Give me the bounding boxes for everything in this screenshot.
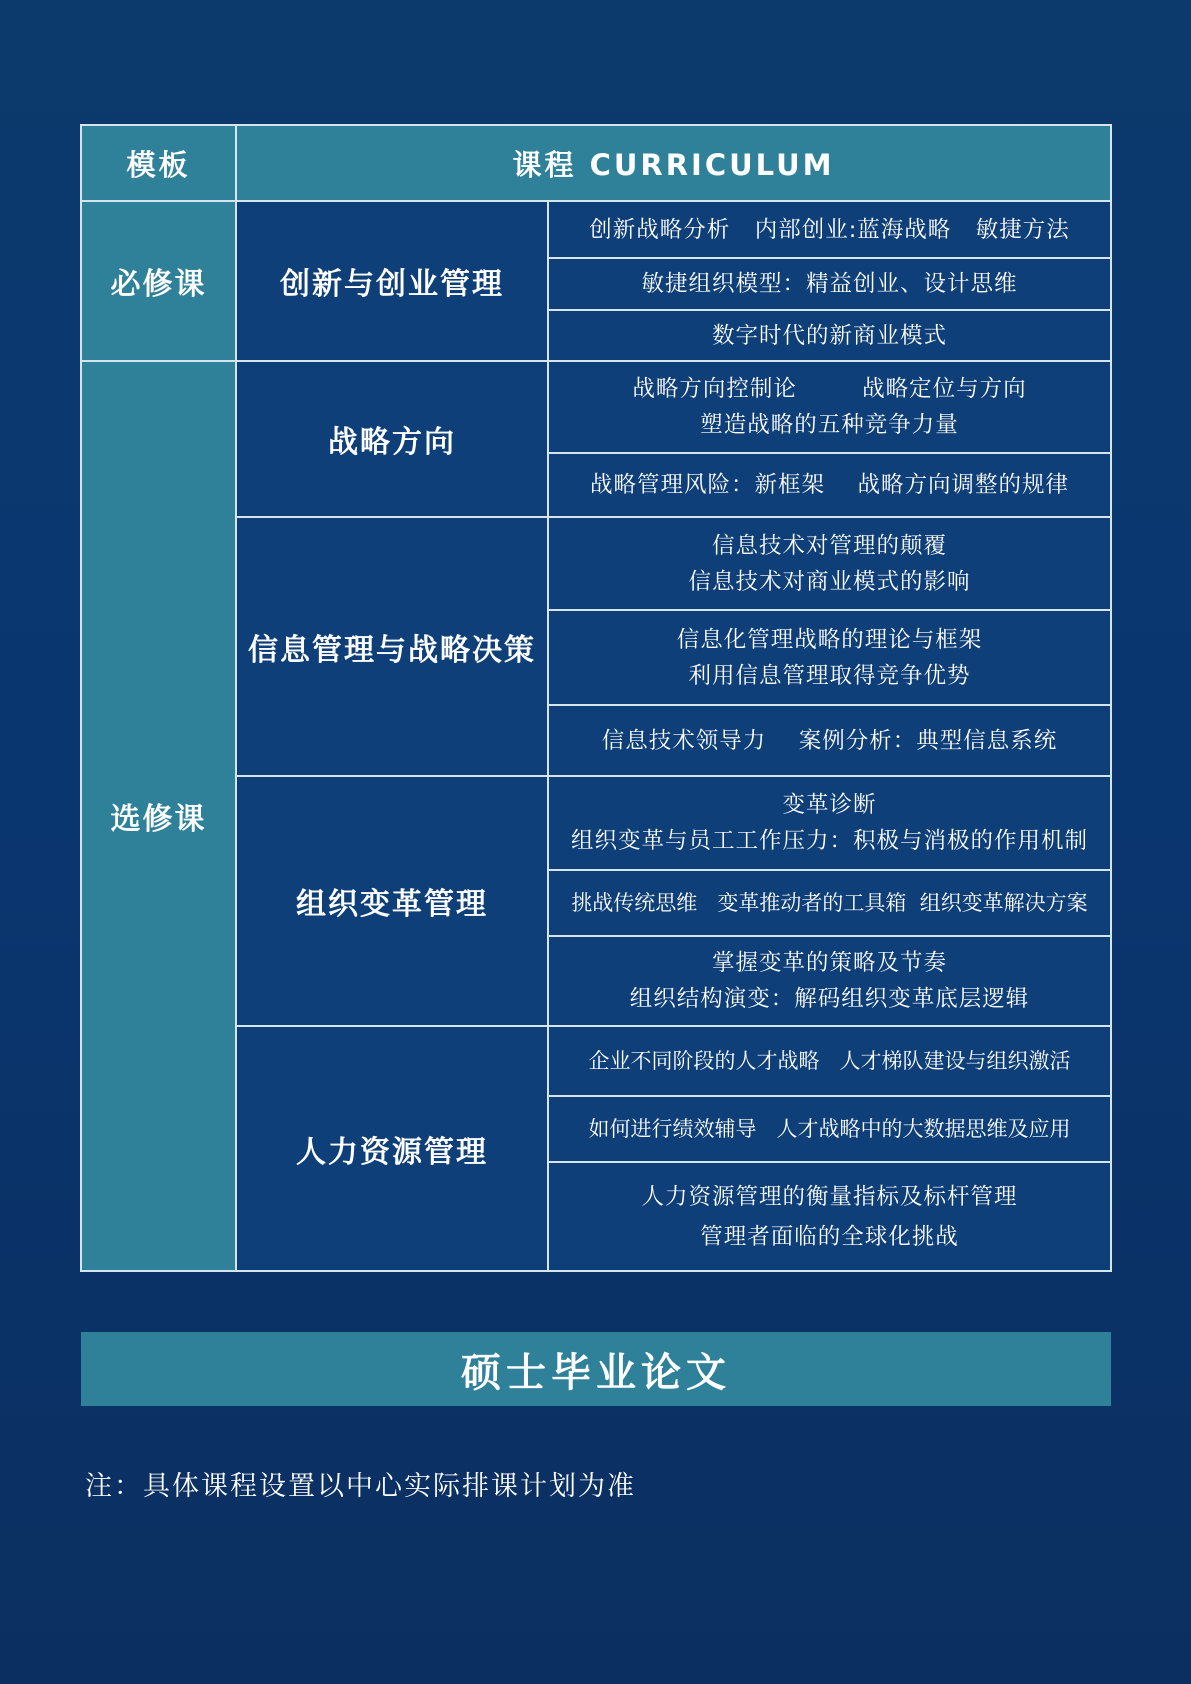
course-line: 敏捷组织模型：精益创业、设计思维 [641,271,1018,297]
course-line: 如何进行绩效辅导 人才战略中的大数据思维及应用 [588,1117,1071,1141]
course-cell [548,361,1111,453]
course-line: 信息技术领导力 案例分析：典型信息系统 [601,727,1058,754]
course-line: 变革诊断 [782,792,877,818]
course-line: 信息技术对管理的颠覆 [711,532,947,559]
footnote: 注：具体课程设置以中心实际排课计划为准 [85,1471,636,1502]
course-cell [548,1162,1111,1271]
course-line: 企业不同阶段的人才战略 人才梯队建设与组织激活 [588,1049,1071,1073]
subject-title: 组织变革管理 [236,776,548,1026]
course-line: 组织结构演变：解码组织变革底层逻辑 [629,986,1030,1012]
course-cell [548,201,1111,258]
module-elective: 选修课 [81,361,236,1271]
course-line: 组织变革与员工工作压力：积极与消极的作用机制 [570,828,1088,854]
course-line: 战略方向控制论 战略定位与方向 [632,376,1027,402]
subject-title: 战略方向 [236,361,548,517]
subject-title: 创新与创业管理 [236,201,548,361]
thesis-banner: 硕士毕业论文 [81,1332,1111,1406]
course-cell [548,776,1111,870]
course-line: 人力资源管理的衡量指标及标杆管理 [641,1183,1018,1210]
course-cell [548,1026,1111,1096]
course-line: 信息化管理战略的理论与框架 [676,626,983,653]
course-line: 塑造战略的五种竞争力量 [700,412,959,438]
course-line: 战略管理风险：新框架 战略方向调整的规律 [589,472,1070,498]
course-line: 信息技术对商业模式的影响 [688,568,971,595]
course-line: 管理者面临的全球化挑战 [700,1223,959,1250]
subject-title: 人力资源管理 [236,1026,548,1271]
course-line: 利用信息管理取得竞争优势 [688,662,971,689]
course-cell [548,1096,1111,1162]
course-header: 课程 CURRICULUM [236,125,1111,201]
course-line: 掌握变革的策略及节奏 [711,950,947,976]
course-line: 创新战略分析 内部创业:蓝海战略 敏捷方法 [589,216,1070,243]
course-cell [548,258,1111,310]
course-cell [548,453,1111,517]
course-cell [548,705,1111,776]
curriculum-table [80,124,1112,1272]
subject-title: 信息管理与战略决策 [236,517,548,776]
course-line: 挑战传统思维 变革推动者的工具箱 组织变革解决方案 [571,891,1088,915]
course-cell [548,517,1111,610]
course-cell [548,936,1111,1026]
course-cell [548,610,1111,705]
module-required: 必修课 [81,201,236,361]
course-cell [548,870,1111,936]
module-header: 模板 [81,125,236,201]
course-line: 数字时代的新商业模式 [711,322,947,349]
course-cell [548,310,1111,361]
